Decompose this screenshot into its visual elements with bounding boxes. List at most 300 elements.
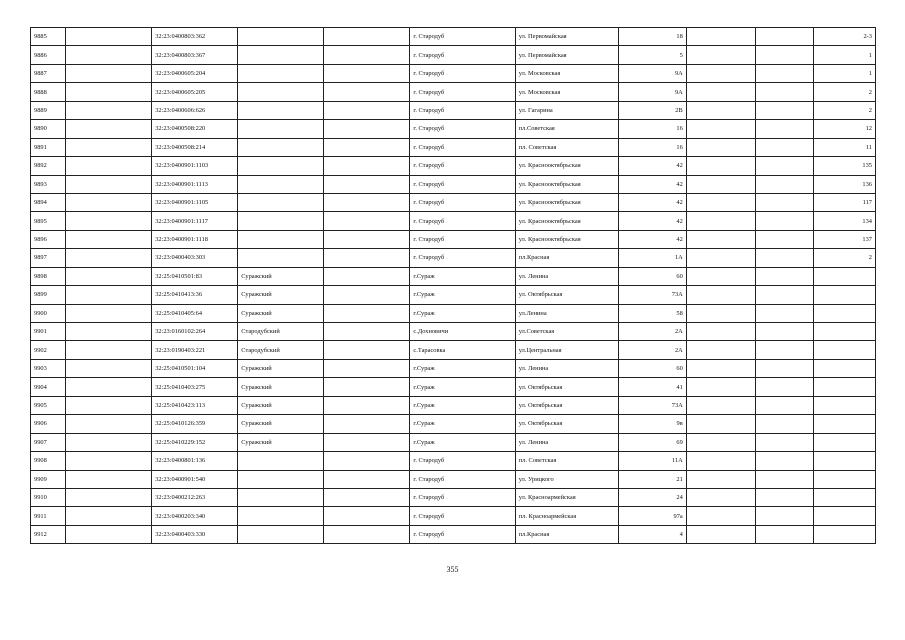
blank-cell bbox=[66, 286, 152, 304]
apartment-cell bbox=[813, 470, 875, 488]
blank-cell bbox=[324, 28, 410, 46]
apartment-cell bbox=[813, 304, 875, 322]
row-number-cell: 9888 bbox=[31, 83, 66, 101]
settlement-cell: г. Стародуб bbox=[410, 452, 515, 470]
settlement-cell: г. Стародуб bbox=[410, 64, 515, 82]
house-number-cell: 69 bbox=[618, 433, 686, 451]
settlement-cell: г.Сураж bbox=[410, 433, 515, 451]
table-row bbox=[31, 157, 876, 175]
blank-cell bbox=[66, 46, 152, 64]
table-row bbox=[31, 378, 876, 396]
apartment-cell bbox=[813, 396, 875, 414]
district-cell bbox=[238, 507, 324, 525]
blank-cell bbox=[686, 359, 755, 377]
row-number-cell: 9890 bbox=[31, 120, 66, 138]
settlement-cell: г. Стародуб bbox=[410, 249, 515, 267]
blank-cell bbox=[324, 286, 410, 304]
blank-cell bbox=[324, 341, 410, 359]
apartment-cell bbox=[813, 267, 875, 285]
settlement-cell: г. Стародуб bbox=[410, 46, 515, 64]
district-cell bbox=[238, 193, 324, 211]
table-row bbox=[31, 341, 876, 359]
district-cell bbox=[238, 28, 324, 46]
table-row bbox=[31, 175, 876, 193]
table-row bbox=[31, 138, 876, 156]
row-number-cell: 9892 bbox=[31, 157, 66, 175]
house-number-cell: 18 bbox=[618, 28, 686, 46]
blank-cell bbox=[686, 175, 755, 193]
blank-cell bbox=[66, 304, 152, 322]
apartment-cell: 1 bbox=[813, 46, 875, 64]
blank-cell bbox=[66, 433, 152, 451]
table-row bbox=[31, 433, 876, 451]
cadastral-number-cell: 32:23:0400606:626 bbox=[152, 101, 238, 119]
street-cell: ул.Советская bbox=[515, 323, 618, 341]
settlement-cell: г.Сураж bbox=[410, 286, 515, 304]
house-number-cell: 21 bbox=[618, 470, 686, 488]
apartment-cell bbox=[813, 378, 875, 396]
blank-cell bbox=[66, 28, 152, 46]
house-number-cell: 4 bbox=[618, 525, 686, 543]
house-number-cell: 97а bbox=[618, 507, 686, 525]
cadastral-number-cell: 32:23:0400508:214 bbox=[152, 138, 238, 156]
blank-cell bbox=[324, 488, 410, 506]
blank-cell bbox=[686, 64, 755, 82]
apartment-cell bbox=[813, 488, 875, 506]
row-number-cell: 9891 bbox=[31, 138, 66, 156]
settlement-cell: г.Сураж bbox=[410, 304, 515, 322]
blank-cell bbox=[686, 433, 755, 451]
house-number-cell: 2А bbox=[618, 323, 686, 341]
house-number-cell: 58 bbox=[618, 304, 686, 322]
apartment-cell bbox=[813, 452, 875, 470]
cadastral-number-cell: 32:25:0410126:359 bbox=[152, 415, 238, 433]
row-number-cell: 9898 bbox=[31, 267, 66, 285]
blank-cell bbox=[755, 175, 813, 193]
blank-cell bbox=[324, 359, 410, 377]
blank-cell bbox=[324, 46, 410, 64]
blank-cell bbox=[324, 415, 410, 433]
cadastral-number-cell: 32:23:0400901:1105 bbox=[152, 193, 238, 211]
house-number-cell: 60 bbox=[618, 267, 686, 285]
row-number-cell: 9910 bbox=[31, 488, 66, 506]
blank-cell bbox=[686, 488, 755, 506]
blank-cell bbox=[66, 138, 152, 156]
house-number-cell: 5 bbox=[618, 46, 686, 64]
blank-cell bbox=[755, 304, 813, 322]
table-row bbox=[31, 323, 876, 341]
cadastral-number-cell: 32:25:0410413:36 bbox=[152, 286, 238, 304]
blank-cell bbox=[755, 488, 813, 506]
district-cell bbox=[238, 452, 324, 470]
cadastral-number-cell: 32:25:0410403:275 bbox=[152, 378, 238, 396]
blank-cell bbox=[66, 470, 152, 488]
street-cell: ул. Октябрьская bbox=[515, 396, 618, 414]
cadastral-number-cell: 32:23:0400801:136 bbox=[152, 452, 238, 470]
street-cell: ул. Урицкого bbox=[515, 470, 618, 488]
blank-cell bbox=[755, 452, 813, 470]
cadastral-number-cell: 32:23:0400605:204 bbox=[152, 64, 238, 82]
apartment-cell bbox=[813, 341, 875, 359]
row-number-cell: 9899 bbox=[31, 286, 66, 304]
apartment-cell: 136 bbox=[813, 175, 875, 193]
district-cell: Суражский bbox=[238, 378, 324, 396]
street-cell: ул. Гагарина bbox=[515, 101, 618, 119]
street-cell: ул. Первомайская bbox=[515, 28, 618, 46]
street-cell: пл.Советская bbox=[515, 120, 618, 138]
blank-cell bbox=[324, 323, 410, 341]
street-cell: ул. Краснооктябрьская bbox=[515, 212, 618, 230]
blank-cell bbox=[755, 83, 813, 101]
blank-cell bbox=[686, 470, 755, 488]
blank-cell bbox=[66, 249, 152, 267]
apartment-cell: 117 bbox=[813, 193, 875, 211]
settlement-cell: г.Сураж bbox=[410, 359, 515, 377]
street-cell: ул. Краснооктябрьская bbox=[515, 175, 618, 193]
district-cell bbox=[238, 138, 324, 156]
settlement-cell: с.Тарасовка bbox=[410, 341, 515, 359]
street-cell: пл. Советская bbox=[515, 452, 618, 470]
blank-cell bbox=[686, 341, 755, 359]
cadastral-number-cell: 32:23:0160102:264 bbox=[152, 323, 238, 341]
table-row bbox=[31, 212, 876, 230]
table-row bbox=[31, 525, 876, 543]
apartment-cell: 2 bbox=[813, 101, 875, 119]
blank-cell bbox=[324, 378, 410, 396]
table-row bbox=[31, 396, 876, 414]
apartment-cell: 2-3 bbox=[813, 28, 875, 46]
apartment-cell: 1 bbox=[813, 64, 875, 82]
table-row bbox=[31, 488, 876, 506]
blank-cell bbox=[755, 230, 813, 248]
blank-cell bbox=[324, 101, 410, 119]
blank-cell bbox=[324, 138, 410, 156]
row-number-cell: 9904 bbox=[31, 378, 66, 396]
blank-cell bbox=[755, 101, 813, 119]
blank-cell bbox=[324, 64, 410, 82]
blank-cell bbox=[755, 525, 813, 543]
settlement-cell: с.Дохновичи bbox=[410, 323, 515, 341]
table-row bbox=[31, 304, 876, 322]
apartment-cell: 11 bbox=[813, 138, 875, 156]
blank-cell bbox=[686, 46, 755, 64]
blank-cell bbox=[66, 341, 152, 359]
street-cell: ул. Московская bbox=[515, 83, 618, 101]
district-cell bbox=[238, 470, 324, 488]
row-number-cell: 9887 bbox=[31, 64, 66, 82]
blank-cell bbox=[686, 230, 755, 248]
settlement-cell: г. Стародуб bbox=[410, 138, 515, 156]
row-number-cell: 9886 bbox=[31, 46, 66, 64]
table-row bbox=[31, 83, 876, 101]
blank-cell bbox=[324, 175, 410, 193]
row-number-cell: 9903 bbox=[31, 359, 66, 377]
apartment-cell: 134 bbox=[813, 212, 875, 230]
blank-cell bbox=[66, 230, 152, 248]
street-cell: ул. Ленина bbox=[515, 267, 618, 285]
blank-cell bbox=[324, 212, 410, 230]
blank-cell bbox=[66, 507, 152, 525]
blank-cell bbox=[755, 378, 813, 396]
apartment-cell: 135 bbox=[813, 157, 875, 175]
blank-cell bbox=[686, 120, 755, 138]
district-cell bbox=[238, 157, 324, 175]
district-cell bbox=[238, 249, 324, 267]
blank-cell bbox=[66, 267, 152, 285]
blank-cell bbox=[66, 64, 152, 82]
cadastral-number-cell: 32:25:0410229:152 bbox=[152, 433, 238, 451]
settlement-cell: г. Стародуб bbox=[410, 175, 515, 193]
street-cell: ул. Ленина bbox=[515, 359, 618, 377]
blank-cell bbox=[66, 452, 152, 470]
district-cell bbox=[238, 46, 324, 64]
settlement-cell: г. Стародуб bbox=[410, 120, 515, 138]
district-cell bbox=[238, 230, 324, 248]
blank-cell bbox=[66, 396, 152, 414]
apartment-cell bbox=[813, 415, 875, 433]
row-number-cell: 9885 bbox=[31, 28, 66, 46]
settlement-cell: г. Стародуб bbox=[410, 83, 515, 101]
blank-cell bbox=[755, 138, 813, 156]
blank-cell bbox=[324, 507, 410, 525]
blank-cell bbox=[66, 83, 152, 101]
house-number-cell: 16 bbox=[618, 120, 686, 138]
district-cell bbox=[238, 175, 324, 193]
table-row bbox=[31, 249, 876, 267]
table-row bbox=[31, 230, 876, 248]
cadastral-number-cell: 32:23:0400901:540 bbox=[152, 470, 238, 488]
street-cell: ул.Центральная bbox=[515, 341, 618, 359]
apartment-cell bbox=[813, 286, 875, 304]
blank-cell bbox=[686, 193, 755, 211]
table-row bbox=[31, 452, 876, 470]
blank-cell bbox=[324, 230, 410, 248]
blank-cell bbox=[755, 64, 813, 82]
house-number-cell: 9А bbox=[618, 83, 686, 101]
blank-cell bbox=[755, 157, 813, 175]
settlement-cell: г. Стародуб bbox=[410, 28, 515, 46]
street-cell: пл. Советская bbox=[515, 138, 618, 156]
blank-cell bbox=[324, 83, 410, 101]
row-number-cell: 9906 bbox=[31, 415, 66, 433]
street-cell: пл. Красноармейская bbox=[515, 507, 618, 525]
row-number-cell: 9905 bbox=[31, 396, 66, 414]
cadastral-number-cell: 32:23:0400803:367 bbox=[152, 46, 238, 64]
blank-cell bbox=[755, 415, 813, 433]
row-number-cell: 9909 bbox=[31, 470, 66, 488]
cadastral-number-cell: 32:23:0400403:303 bbox=[152, 249, 238, 267]
district-cell bbox=[238, 101, 324, 119]
table-row bbox=[31, 470, 876, 488]
blank-cell bbox=[324, 452, 410, 470]
district-cell: Суражский bbox=[238, 433, 324, 451]
blank-cell bbox=[66, 175, 152, 193]
settlement-cell: г.Сураж bbox=[410, 396, 515, 414]
table-row bbox=[31, 359, 876, 377]
district-cell: Суражский bbox=[238, 286, 324, 304]
cadastral-number-cell: 32:25:0410423:113 bbox=[152, 396, 238, 414]
settlement-cell: г.Сураж bbox=[410, 267, 515, 285]
settlement-cell: г. Стародуб bbox=[410, 230, 515, 248]
settlement-cell: г. Стародуб bbox=[410, 470, 515, 488]
district-cell bbox=[238, 488, 324, 506]
apartment-cell bbox=[813, 323, 875, 341]
house-number-cell: 2В bbox=[618, 101, 686, 119]
blank-cell bbox=[755, 28, 813, 46]
blank-cell bbox=[686, 507, 755, 525]
street-cell: ул. Октябрьская bbox=[515, 415, 618, 433]
settlement-cell: г. Стародуб bbox=[410, 101, 515, 119]
row-number-cell: 9897 bbox=[31, 249, 66, 267]
blank-cell bbox=[686, 249, 755, 267]
settlement-cell: г.Сураж bbox=[410, 415, 515, 433]
street-cell: ул. Красноармейская bbox=[515, 488, 618, 506]
house-number-cell: 24 bbox=[618, 488, 686, 506]
page-number: 355 bbox=[446, 565, 459, 574]
row-number-cell: 9894 bbox=[31, 193, 66, 211]
district-cell bbox=[238, 525, 324, 543]
table-row bbox=[31, 120, 876, 138]
cadastral-number-cell: 32:23:0400901:1118 bbox=[152, 230, 238, 248]
district-cell bbox=[238, 212, 324, 230]
blank-cell bbox=[66, 378, 152, 396]
apartment-cell bbox=[813, 359, 875, 377]
row-number-cell: 9900 bbox=[31, 304, 66, 322]
row-number-cell: 9893 bbox=[31, 175, 66, 193]
blank-cell bbox=[324, 304, 410, 322]
blank-cell bbox=[686, 396, 755, 414]
blank-cell bbox=[66, 488, 152, 506]
street-cell: ул. Ленина bbox=[515, 433, 618, 451]
blank-cell bbox=[755, 359, 813, 377]
row-number-cell: 9912 bbox=[31, 525, 66, 543]
table-row bbox=[31, 286, 876, 304]
district-cell: Стародубский bbox=[238, 323, 324, 341]
table-row bbox=[31, 46, 876, 64]
house-number-cell: 2А bbox=[618, 341, 686, 359]
apartment-cell: 2 bbox=[813, 83, 875, 101]
district-cell: Суражский bbox=[238, 359, 324, 377]
blank-cell bbox=[686, 138, 755, 156]
blank-cell bbox=[324, 396, 410, 414]
cadastral-number-cell: 32:23:0400508:220 bbox=[152, 120, 238, 138]
cadastral-number-cell: 32:23:0190403:221 bbox=[152, 341, 238, 359]
blank-cell bbox=[755, 46, 813, 64]
blank-cell bbox=[66, 120, 152, 138]
settlement-cell: г.Сураж bbox=[410, 378, 515, 396]
street-cell: ул. Октябрьская bbox=[515, 378, 618, 396]
blank-cell bbox=[324, 525, 410, 543]
district-cell bbox=[238, 83, 324, 101]
blank-cell bbox=[686, 101, 755, 119]
cadastral-number-cell: 32:25:0410405:64 bbox=[152, 304, 238, 322]
district-cell: Суражский bbox=[238, 396, 324, 414]
house-number-cell: 60 bbox=[618, 359, 686, 377]
house-number-cell: 42 bbox=[618, 212, 686, 230]
blank-cell bbox=[324, 249, 410, 267]
blank-cell bbox=[755, 286, 813, 304]
street-cell: ул.Ленина bbox=[515, 304, 618, 322]
blank-cell bbox=[686, 28, 755, 46]
blank-cell bbox=[66, 157, 152, 175]
blank-cell bbox=[66, 101, 152, 119]
blank-cell bbox=[755, 323, 813, 341]
blank-cell bbox=[324, 193, 410, 211]
registry-table bbox=[30, 27, 876, 544]
cadastral-number-cell: 32:23:0400605:205 bbox=[152, 83, 238, 101]
table-row bbox=[31, 64, 876, 82]
blank-cell bbox=[686, 452, 755, 470]
cadastral-number-cell: 32:23:0400901:1113 bbox=[152, 175, 238, 193]
blank-cell bbox=[66, 193, 152, 211]
blank-cell bbox=[686, 378, 755, 396]
blank-cell bbox=[686, 286, 755, 304]
table-row bbox=[31, 415, 876, 433]
house-number-cell: 41 bbox=[618, 378, 686, 396]
blank-cell bbox=[755, 341, 813, 359]
street-cell: ул. Октябрьская bbox=[515, 286, 618, 304]
street-cell: ул. Краснооктябрьская bbox=[515, 230, 618, 248]
blank-cell bbox=[66, 415, 152, 433]
street-cell: ул. Краснооктябрьская bbox=[515, 193, 618, 211]
house-number-cell: 42 bbox=[618, 157, 686, 175]
cadastral-number-cell: 32:23:0400203:340 bbox=[152, 507, 238, 525]
settlement-cell: г. Стародуб bbox=[410, 193, 515, 211]
blank-cell bbox=[755, 120, 813, 138]
house-number-cell: 42 bbox=[618, 230, 686, 248]
house-number-cell: 42 bbox=[618, 175, 686, 193]
table-row bbox=[31, 507, 876, 525]
blank-cell bbox=[755, 249, 813, 267]
settlement-cell: г. Стародуб bbox=[410, 488, 515, 506]
apartment-cell: 12 bbox=[813, 120, 875, 138]
blank-cell bbox=[755, 212, 813, 230]
blank-cell bbox=[686, 304, 755, 322]
table-row bbox=[31, 267, 876, 285]
registry-rows bbox=[31, 28, 876, 544]
blank-cell bbox=[324, 120, 410, 138]
cadastral-number-cell: 32:25:0410501:83 bbox=[152, 267, 238, 285]
settlement-cell: г. Стародуб bbox=[410, 507, 515, 525]
house-number-cell: 73А bbox=[618, 286, 686, 304]
blank-cell bbox=[755, 193, 813, 211]
district-cell: Суражский bbox=[238, 415, 324, 433]
apartment-cell bbox=[813, 507, 875, 525]
blank-cell bbox=[66, 323, 152, 341]
row-number-cell: 9911 bbox=[31, 507, 66, 525]
blank-cell bbox=[755, 267, 813, 285]
settlement-cell: г. Стародуб bbox=[410, 212, 515, 230]
district-cell: Стародубский bbox=[238, 341, 324, 359]
blank-cell bbox=[686, 212, 755, 230]
settlement-cell: г. Стародуб bbox=[410, 157, 515, 175]
cadastral-number-cell: 32:25:0410501:104 bbox=[152, 359, 238, 377]
blank-cell bbox=[324, 267, 410, 285]
blank-cell bbox=[66, 525, 152, 543]
apartment-cell: 2 bbox=[813, 249, 875, 267]
table-row bbox=[31, 101, 876, 119]
district-cell: Суражский bbox=[238, 304, 324, 322]
house-number-cell: 11А bbox=[618, 452, 686, 470]
street-cell: ул. Первомайская bbox=[515, 46, 618, 64]
blank-cell bbox=[755, 433, 813, 451]
blank-cell bbox=[686, 157, 755, 175]
house-number-cell: 9в bbox=[618, 415, 686, 433]
blank-cell bbox=[755, 470, 813, 488]
street-cell: ул. Краснооктябрьская bbox=[515, 157, 618, 175]
row-number-cell: 9902 bbox=[31, 341, 66, 359]
district-cell: Суражский bbox=[238, 267, 324, 285]
